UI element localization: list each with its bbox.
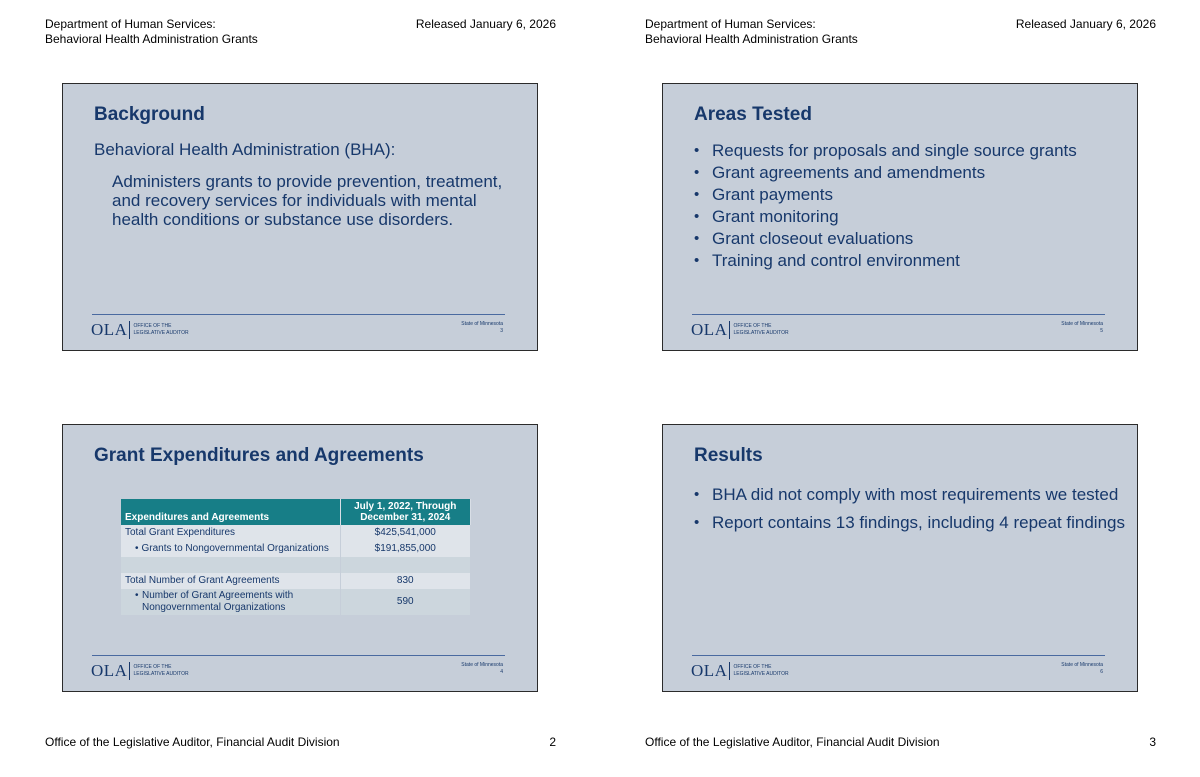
header-release-date: Released January 6, 2026 [415, 17, 556, 31]
slide-number: 3 [500, 328, 503, 334]
header-subject: Behavioral Health Administration Grants [645, 32, 858, 46]
slide-title: Background [94, 104, 205, 125]
table-header-label: Expenditures and Agreements [121, 499, 340, 525]
slide-subtitle: Behavioral Health Administration (BHA): [94, 140, 396, 159]
logo-divider [129, 321, 130, 339]
slide-areas-tested [662, 83, 1138, 351]
logo-line2: LEGISLATIVE AUDITOR [133, 330, 189, 336]
logo-line2: LEGISLATIVE AUDITOR [733, 330, 789, 336]
footer-office: Office of the Legislative Auditor, Financial Audit Division [45, 735, 340, 749]
logo-divider [729, 321, 730, 339]
table-header-row [121, 499, 471, 525]
period-line1: July 1, 2022, Through [354, 501, 457, 512]
right-page [600, 0, 1200, 777]
footer-page-number: 3 [1149, 735, 1156, 749]
ola-logo [691, 661, 789, 681]
logo-divider [129, 662, 130, 680]
slide-number: 6 [1100, 669, 1103, 675]
list-item: • Grant monitoring [694, 206, 1077, 228]
ola-logo [691, 320, 789, 340]
row-value: 830 [340, 573, 471, 589]
ola-logo [91, 661, 189, 681]
table-row [121, 525, 471, 541]
ola-logo-mark: OLA [691, 661, 728, 680]
slide-meta [461, 662, 503, 676]
table-row [121, 589, 471, 615]
slide-state: State of Minnesota [461, 321, 503, 327]
table-header-period [340, 499, 471, 525]
header-department: Department of Human Services: [45, 17, 216, 31]
page-header-title [45, 17, 258, 47]
slide-meta [1061, 321, 1103, 335]
slide-divider [692, 655, 1105, 656]
list-item: • Requests for proposals and single source grants [694, 140, 1077, 162]
table-row [121, 541, 471, 557]
footer-office: Office of the Legislative Auditor, Financial Audit Division [645, 735, 940, 749]
areas-list [694, 140, 1077, 272]
slide-meta [1061, 662, 1103, 676]
ola-logo-words [133, 664, 188, 678]
row-label: Total Number of Grant Agreements [121, 573, 340, 589]
list-item: • Training and control environment [694, 250, 1077, 272]
slide-divider [692, 314, 1105, 315]
page-header-title [645, 17, 858, 47]
period-line2: December 31, 2024 [360, 512, 451, 523]
logo-line1: OFFICE OF THE [133, 323, 172, 329]
row-label-line1: Number of Grant Agreements with [142, 590, 294, 601]
ola-logo-mark: OLA [91, 661, 128, 680]
slide-title: Grant Expenditures and Agreements [94, 445, 424, 466]
row-label [121, 589, 340, 615]
row-value: $191,855,000 [340, 541, 471, 557]
table-row [121, 573, 471, 589]
slide-state: State of Minnesota [1061, 662, 1103, 668]
slide-title: Areas Tested [694, 104, 812, 125]
slide-results [662, 424, 1138, 692]
ola-logo-words [133, 323, 188, 337]
list-item: • BHA did not comply with most requirements we tested [694, 481, 1125, 509]
row-value: 590 [340, 589, 471, 615]
slide-divider [92, 655, 505, 656]
spacer-cell [121, 557, 340, 573]
spacer-cell [340, 557, 471, 573]
header-release-date: Released January 6, 2026 [1015, 17, 1156, 31]
row-label-line2: Nongovernmental Organizations [142, 602, 286, 613]
bullet: • [135, 590, 139, 601]
table-spacer-row [121, 557, 471, 573]
logo-line2: LEGISLATIVE AUDITOR [133, 671, 189, 677]
logo-line2: LEGISLATIVE AUDITOR [733, 671, 789, 677]
ola-logo-words [733, 664, 788, 678]
list-item: • Report contains 13 findings, including 4 repeat findings [694, 509, 1125, 537]
logo-line1: OFFICE OF THE [133, 664, 172, 670]
list-item: • Grant payments [694, 184, 1077, 206]
slide-state: State of Minnesota [1061, 321, 1103, 327]
bullet: • [135, 543, 139, 554]
slide-number: 4 [500, 669, 503, 675]
ola-logo-words [733, 323, 788, 337]
logo-divider [729, 662, 730, 680]
row-value: $425,541,000 [340, 525, 471, 541]
list-item: • Grant agreements and amendments [694, 162, 1077, 184]
results-list [694, 481, 1125, 537]
row-label [121, 541, 340, 557]
slide-number: 5 [1100, 328, 1103, 334]
slide-grant-expenditures [62, 424, 538, 692]
logo-line1: OFFICE OF THE [733, 664, 772, 670]
header-subject: Behavioral Health Administration Grants [45, 32, 258, 46]
ola-logo-mark: OLA [91, 320, 128, 339]
footer-page-number: 2 [549, 735, 556, 749]
slide-divider [92, 314, 505, 315]
grant-table [121, 499, 471, 615]
ola-logo-mark: OLA [691, 320, 728, 339]
row-label: Total Grant Expenditures [121, 525, 340, 541]
slide-body: Administers grants to provide prevention, treatment, and recovery services for individuals with mental health conditions or substance use disorders. [112, 172, 503, 229]
slide-state: State of Minnesota [461, 662, 503, 668]
row-label-text: Grants to Nongovernmental Organizations [141, 543, 329, 554]
logo-line1: OFFICE OF THE [733, 323, 772, 329]
slide-background [62, 83, 538, 351]
header-department: Department of Human Services: [645, 17, 816, 31]
slide-title: Results [694, 445, 763, 466]
slide-meta [461, 321, 503, 335]
list-item: • Grant closeout evaluations [694, 228, 1077, 250]
ola-logo [91, 320, 189, 340]
